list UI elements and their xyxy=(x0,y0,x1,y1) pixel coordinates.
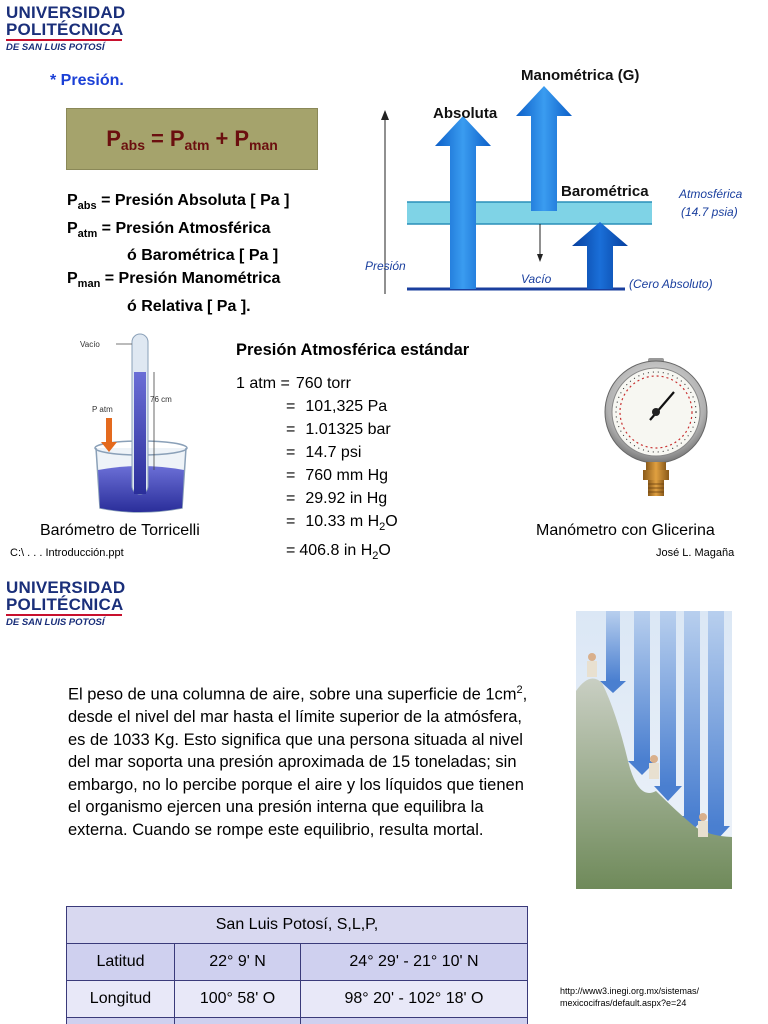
def-man: $P_{man}$ = Presión Manométrica xyxy=(67,269,281,291)
std-row-2: = 1.01325 bar xyxy=(286,421,391,438)
logo-line-3: DE SAN LUIS POTOSÍ xyxy=(6,42,105,53)
barometric-arrow xyxy=(572,222,628,289)
cell-range: 98° 20' - 102° 18' O xyxy=(301,981,528,1018)
formula-p2: $P_{atm}$ xyxy=(169,125,210,153)
source-url-line-1[interactable]: http://www3.inegi.org.mx/sistemas/ xyxy=(560,986,700,996)
formula-p3: $P_{man}$ xyxy=(234,125,278,153)
barometer-caption: Barómetro de Torricelli xyxy=(40,522,200,539)
air-pressure-illustration xyxy=(576,611,732,889)
std-row-7: = 406.8 in $H_2O$ xyxy=(286,542,391,563)
logo-bar xyxy=(6,614,122,616)
torricelli-barometer xyxy=(78,330,203,515)
cell-city: 100° 58' O xyxy=(175,981,301,1018)
label-76cm: 76 cm xyxy=(150,395,172,404)
atmosphere-band xyxy=(407,202,652,224)
label-presion: Presión xyxy=(365,259,406,273)
table-header: San Luis Potosí, S,L,P, xyxy=(67,907,528,944)
formula-p1: $P_{abs}$ xyxy=(106,125,145,153)
cell-label: Latitud xyxy=(67,944,175,981)
def-atm: $P_{atm}$ = Presión Atmosférica xyxy=(67,219,271,240)
logo-bar xyxy=(6,39,122,41)
std-row-3: = 14.7 psi xyxy=(286,444,362,461)
def-man-2: ó Relativa [ Pa ]. xyxy=(127,297,251,315)
footer-left: C:\ . . . Introducción.ppt xyxy=(10,547,124,559)
formula-eq: = xyxy=(151,126,164,151)
logo-line-2: POLITÉCNICA xyxy=(6,20,124,39)
logo-line-2: POLITÉCNICA xyxy=(6,595,124,614)
cell-label: Longitud xyxy=(67,981,175,1018)
label-psia: (14.7 psia) xyxy=(681,205,738,219)
standard-title: Presión Atmosférica estándar xyxy=(236,341,470,359)
label-atmosferica: Atmosférica xyxy=(679,187,743,201)
table-header-row xyxy=(67,907,528,944)
table-row-partial xyxy=(67,1018,528,1024)
location-table xyxy=(66,906,528,1024)
logo-line-1: UNIVERSIDAD xyxy=(6,3,126,22)
logo-line-1: UNIVERSIDAD xyxy=(6,578,126,597)
cell-range: 24° 29' - 21° 10' N xyxy=(301,944,528,981)
std-row-5: = 29.92 in Hg xyxy=(286,490,388,507)
pressure-diagram xyxy=(355,58,760,303)
air-column-paragraph: El peso de una columna de aire, sobre una superficie de $1cm^2$, desde el nivel del mar hasta el límite superior de la atmósfera, es de 1033 Kg. Esto significa que una persona situada al nivel del mar soporta una presión aproximada de 15 toneladas; sin embargo, no lo percibe porque el aire y los líquidos que tienen el organismo ejercen una presión interna que equilibra la externa. Cuando se rompe este equilibrio, resulta mortal. xyxy=(68,684,528,839)
std-row-6: = 10.33 m $H_2O$ xyxy=(286,513,398,534)
logo-line-3: DE SAN LUIS POTOSÍ xyxy=(6,617,105,628)
formula-plus: + xyxy=(215,126,229,151)
source-url[interactable] xyxy=(560,985,699,1009)
label-absoluta: Absoluta xyxy=(433,105,498,122)
label-patm: P atm xyxy=(92,405,113,414)
std-row-0: 1 atm = 760 torr xyxy=(236,375,351,392)
label-cero: (Cero Absoluto) xyxy=(629,277,713,291)
section-title: * Presión. xyxy=(50,72,124,89)
university-logo xyxy=(6,4,126,53)
definitions xyxy=(67,190,367,318)
source-url-line-2[interactable]: mexicocifras/default.aspx?e=24 xyxy=(560,998,687,1008)
def-abs: $P_{abs}$ = Presión Absoluta [ Pa ] xyxy=(67,192,290,213)
label-vacio: Vacío xyxy=(521,272,552,286)
std-row-1: = 101,325 Pa xyxy=(286,398,388,415)
glycerin-gauge xyxy=(600,358,712,500)
footer-right: José L. Magaña xyxy=(656,547,735,559)
university-logo-2 xyxy=(6,579,126,628)
table-row xyxy=(67,944,528,981)
gauge-caption: Manómetro con Glicerina xyxy=(536,522,715,539)
cell-city: 22° 9' N xyxy=(175,944,301,981)
label-vacio-tube: Vacío xyxy=(80,340,100,349)
formula-box xyxy=(66,108,318,170)
std-row-4: = 760 mm Hg xyxy=(286,467,389,484)
standard-list xyxy=(236,372,398,568)
def-atm-2: ó Barométrica [ Pa ] xyxy=(127,247,279,265)
table-row xyxy=(67,981,528,1018)
label-barometrica: Barométrica xyxy=(561,183,649,200)
label-manometrica: Manométrica (G) xyxy=(521,67,640,84)
